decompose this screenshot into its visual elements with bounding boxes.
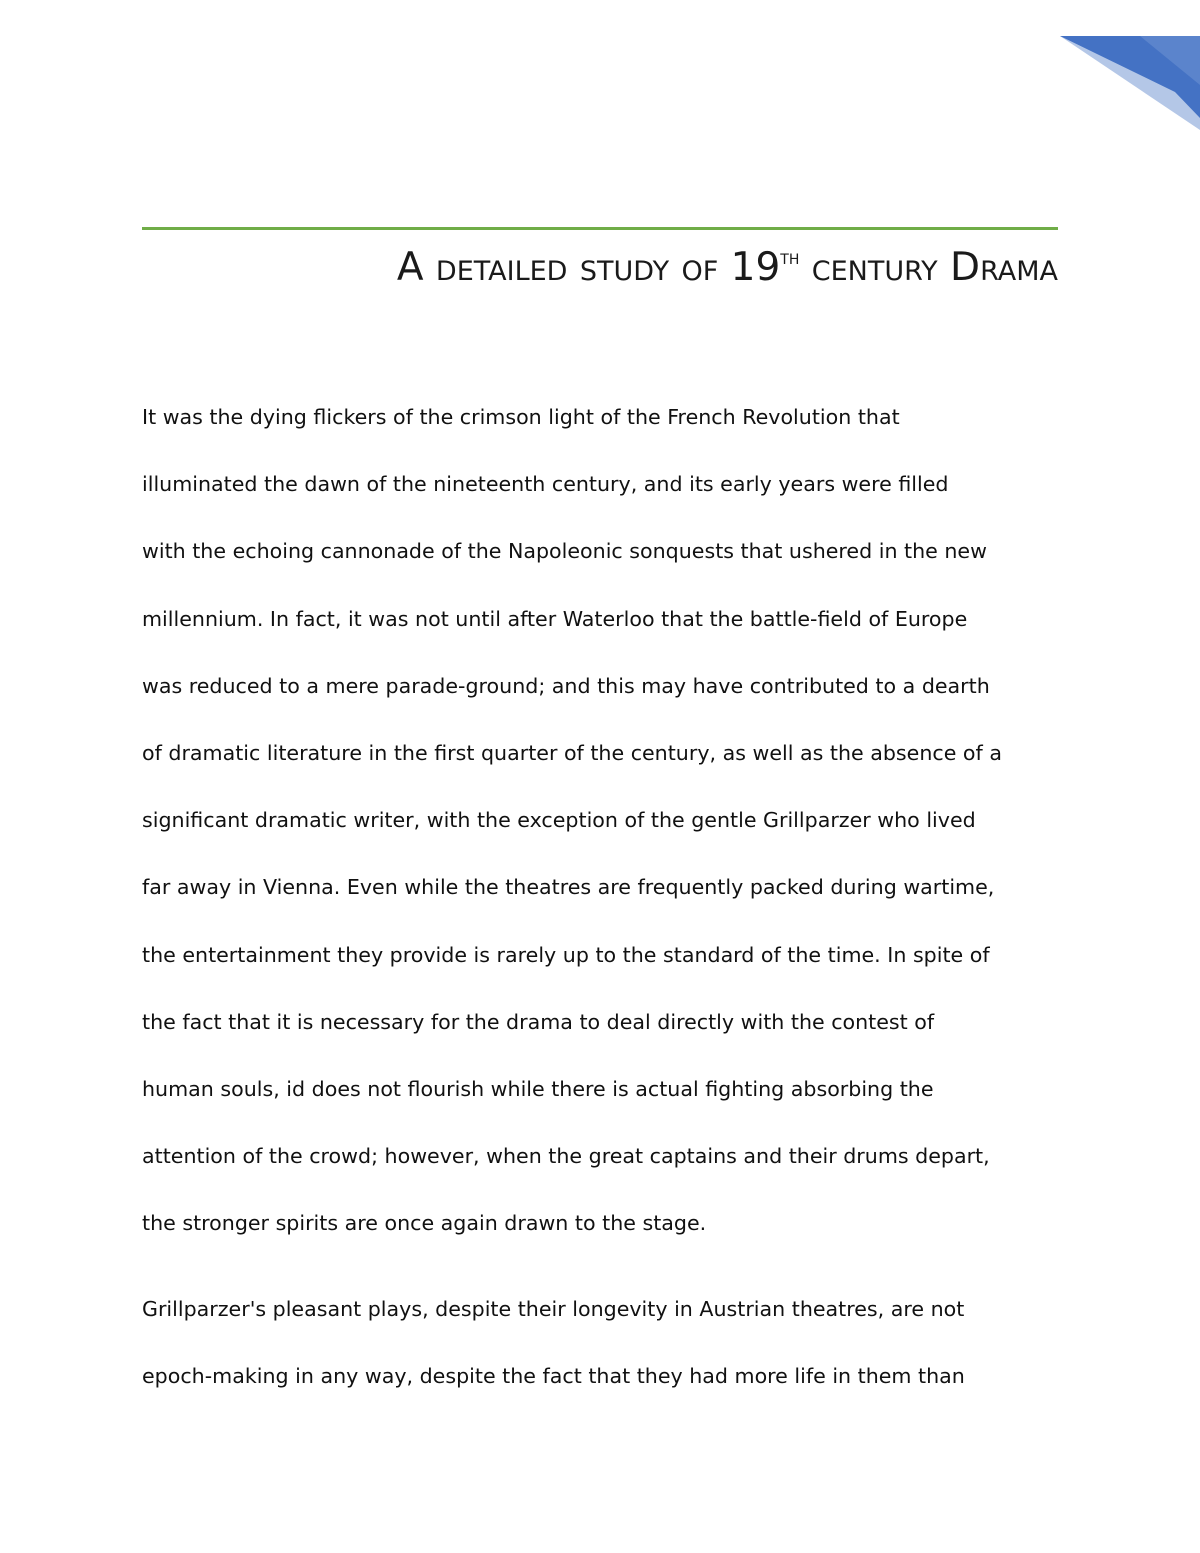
page-title [142,240,1058,296]
title-text-part1: A detailed study of 19 [396,245,781,290]
text-line: illuminated the dawn of the nineteenth century, and its early years were filled [142,472,949,497]
text-line: the fact that it is necessary for the drama to deal directly with the contest of [142,1009,935,1034]
text-line: significant dramatic writer, with the exception of the gentle Grillparzer who lived [142,808,976,833]
text-line: human souls, id does not flourish while there is actual fighting absorbing the [142,1076,934,1101]
corner-decoration [1060,0,1200,130]
text-line: of dramatic literature in the first quarter of the century, as well as the absence of a [142,740,1002,765]
text-line: was reduced to a mere parade-ground; and this may have contributed to a dearth [142,673,990,698]
text-line: Grillparzer's pleasant plays, despite their longevity in Austrian theatres, are not [142,1297,965,1321]
paragraph-1 [142,384,1072,1257]
text-line: the entertainment they provide is rarely up to the standard of the time. In spite of [142,942,990,967]
text-line: attention of the crowd; however, when the great captains and their drums depart, [142,1144,990,1169]
text-line: with the echoing cannonade of the Napoleonic sonquests that ushered in the new [142,539,987,564]
text-line: It was the dying flickers of the crimson light of the French Revolution that [142,405,900,429]
text-line: epoch-making in any way, despite the fact that they had more life in them than [142,1364,965,1389]
title-superscript: th [780,245,800,269]
text-line: far away in Vienna. Even while the theatres are frequently packed during wartime, [142,875,995,900]
text-line: millennium. In fact, it was not until after Waterloo that the battle-field of Europe [142,606,968,631]
paragraph-2 [142,1276,1072,1410]
title-text-part2: century Drama [799,245,1058,290]
text-line: the stronger spirits are once again drawn to the stage. [142,1211,707,1236]
title-rule [142,227,1058,230]
